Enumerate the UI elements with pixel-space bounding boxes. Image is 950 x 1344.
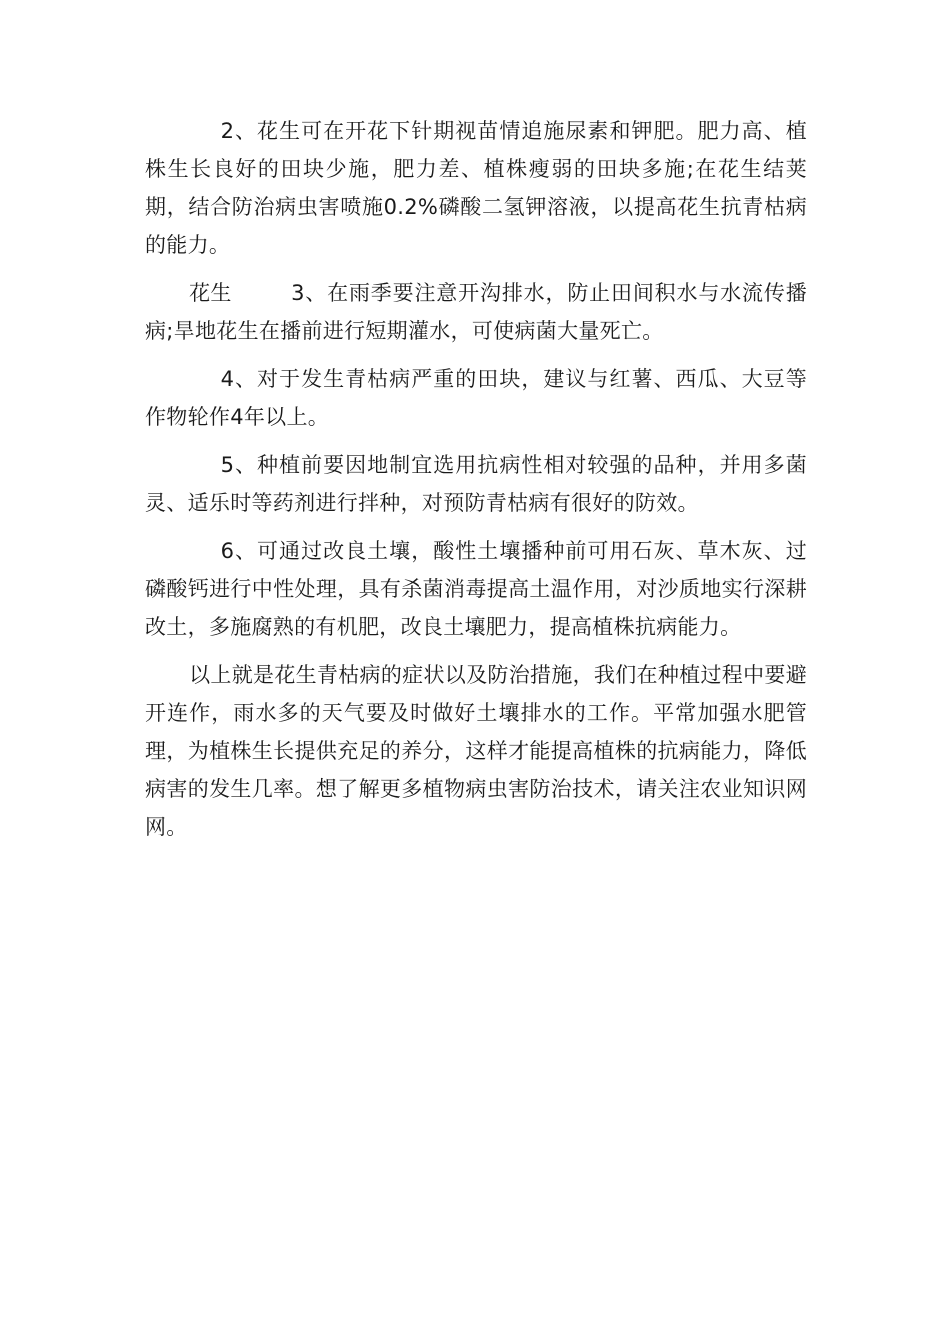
document-body: [145, 112, 807, 856]
paragraph-lead-label: 花生: [189, 281, 232, 305]
paragraph-fertilizer: 2、花生可在开花下针期视苗情追施尿素和钾肥。肥力高、植株生长良好的田块少施，肥力差、植株瘦弱的田块多施;在花生结荚期，结合防治病虫害喷施0.2%磷酸二氢钾溶液，以提高花生抗青枯病的能力。: [145, 119, 807, 257]
paragraph-rotation: 4、对于发生青枯病严重的田块，建议与红薯、西瓜、大豆等作物轮作4年以上。: [145, 367, 807, 429]
paragraph-variety: 5、种植前要因地制宜选用抗病性相对较强的品种，并用多菌灵、适乐时等药剂进行拌种，对预防青枯病有很好的防效。: [145, 453, 807, 515]
paragraph-drainage-text: 3、在雨季要注意开沟排水，防止田间积水与水流传播病;旱地花生在播前进行短期灌水，可使病菌大量死亡。: [145, 281, 807, 343]
paragraph-drainage: [145, 274, 807, 350]
paragraph-summary: 以上就是花生青枯病的症状以及防治措施，我们在种植过程中要避开连作，雨水多的天气要及时做好土壤排水的工作。平常加强水肥管理，为植株生长提供充足的养分，这样才能提高植株的抗病能力，降低病害的发生几率。想了解更多植物病虫害防治技术，请关注农业知识网网。: [145, 663, 807, 839]
paragraph-soil: 6、可通过改良土壤，酸性土壤播种前可用石灰、草木灰、过磷酸钙进行中性处理，具有杀菌消毒提高土温作用，对沙质地实行深耕改土，多施腐熟的有机肥，改良土壤肥力，提高植株抗病能力。: [145, 539, 807, 639]
